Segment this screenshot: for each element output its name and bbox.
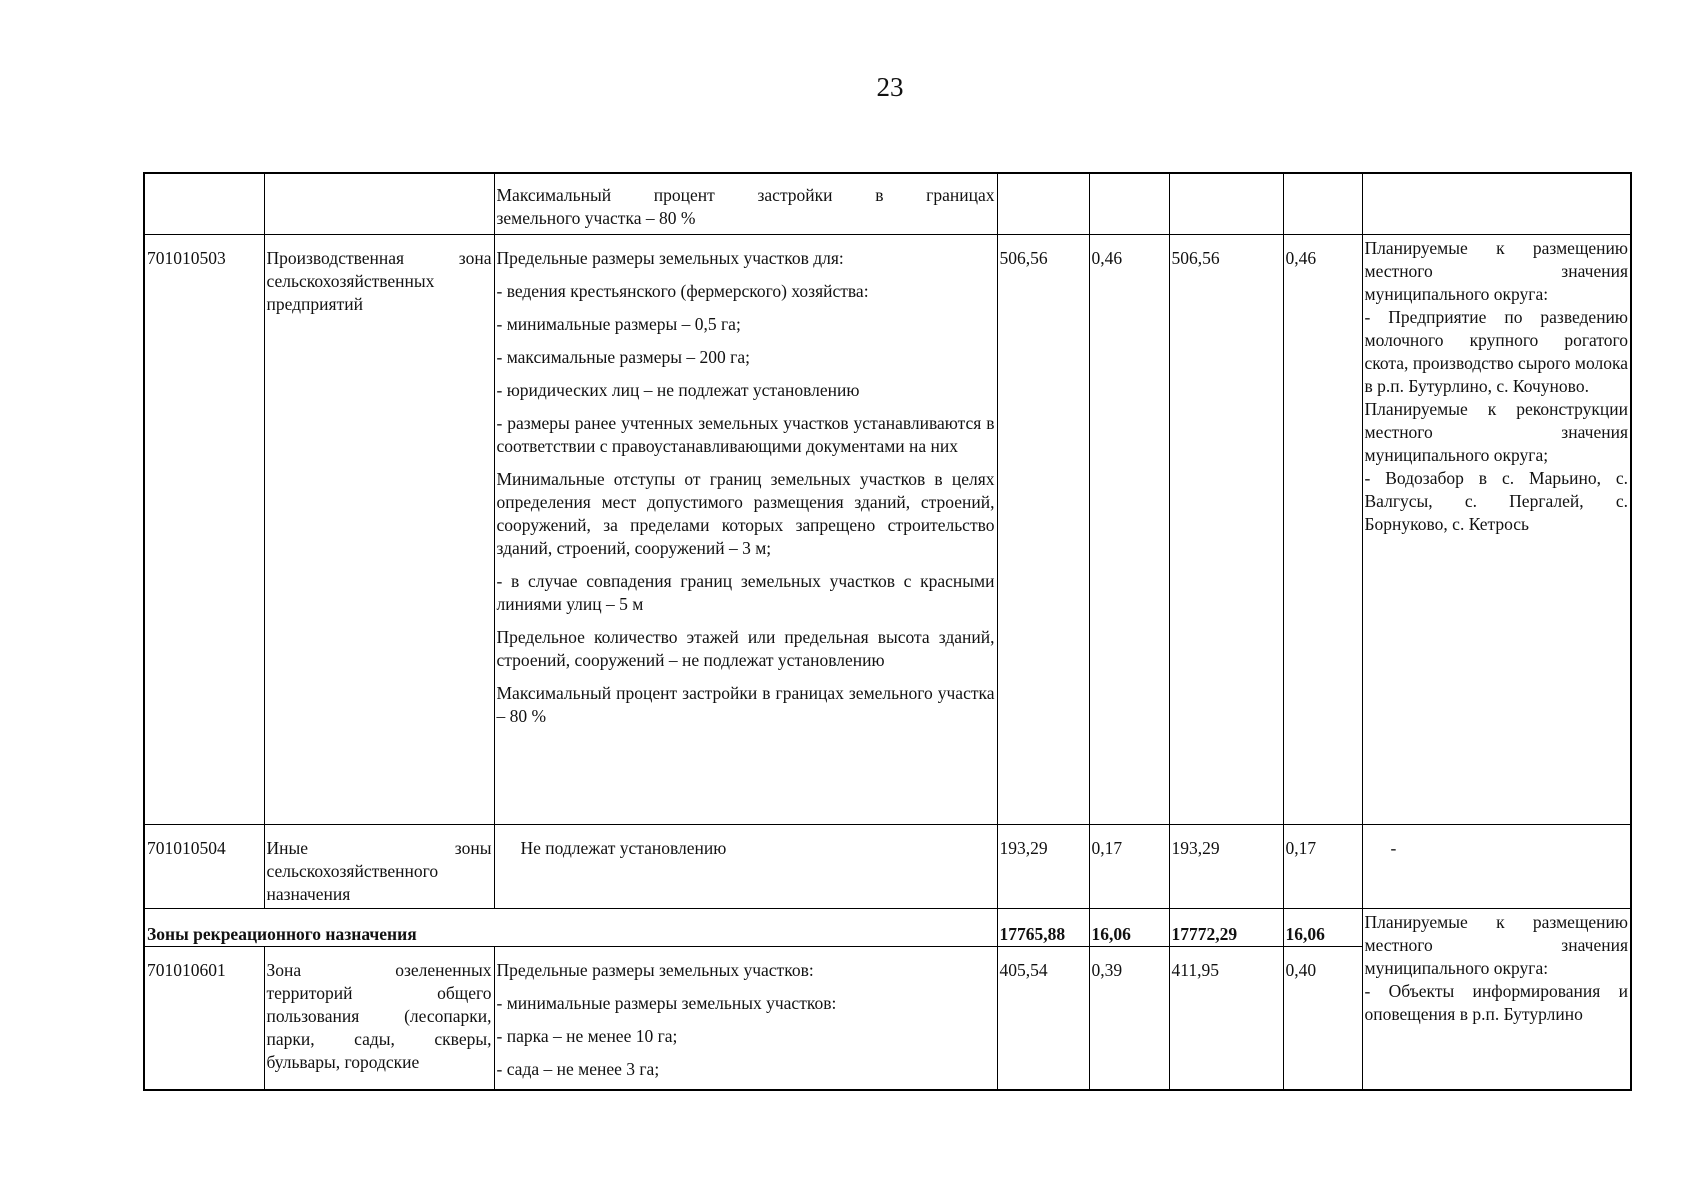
value-cell	[1089, 234, 1169, 824]
param-item: Максимальный процент застройки в границах земельного участка – 80 %	[496, 682, 995, 726]
cell-empty	[1169, 173, 1283, 234]
value-cell	[1283, 824, 1362, 908]
section-title-text: Зоны рекреационного назначения	[147, 923, 417, 944]
note-cell	[1362, 234, 1631, 824]
value-text: 506,56	[999, 247, 1048, 268]
param-item: - минимальные размеры земельных участков:	[496, 992, 837, 1013]
params-line: земельного участка – 80 %	[496, 208, 696, 228]
zone-name	[264, 234, 494, 824]
value-text: 506,56	[1171, 247, 1220, 268]
note-cell	[1362, 908, 1631, 1090]
value-cell	[997, 824, 1089, 908]
param-item: - парка – не менее 10 га;	[496, 1025, 678, 1046]
param-item: Предельные размеры земельных участков для:	[496, 247, 844, 268]
param-item: Не подлежат установлению	[520, 837, 727, 858]
value-text: 193,29	[1171, 837, 1220, 858]
value-cell	[1283, 234, 1362, 824]
params-cell	[494, 173, 997, 234]
value-text: 17772,29	[1171, 923, 1238, 944]
value-cell	[1169, 824, 1283, 908]
value-cell	[1169, 234, 1283, 824]
value-cell	[1169, 946, 1283, 1090]
param-item: - размеры ранее учтенных земельных участков устанавливаются в соответствии с правоустанавливающими документами на них	[496, 412, 995, 456]
zone-name-line: предприятий	[266, 293, 363, 314]
table-row	[144, 234, 1631, 824]
note-text: Планируемые к размещению местного значения муниципального округа: - Объекты информирования и оповещения в р.п. Бутурлино	[1364, 911, 1628, 1024]
param-item: - максимальные размеры – 200 га;	[496, 346, 750, 367]
value-cell	[1089, 824, 1169, 908]
value-text: 193,29	[999, 837, 1048, 858]
zone-code	[144, 234, 264, 824]
note-text: Планируемые к размещению местного значения муниципального округа: - Предприятие по разведению молочного крупного рогатого скота, производство сырого молока в р.п. Бутурлино, с. Кочуново. Планируемые к реконструкции местного значения муниципального округа; - Водозабор в с. Марьино, с. Валгусы, с. Пергалей, с. Борнуково, с. Кетрось	[1364, 237, 1628, 534]
zone-code-text: 701010504	[147, 837, 226, 858]
value-text: 0,40	[1285, 959, 1317, 980]
params-line: Максимальный процент застройки в границах	[496, 185, 995, 205]
param-item: - ведения крестьянского (фермерского) хозяйства:	[496, 280, 869, 301]
params-cell	[494, 946, 997, 1090]
zone-code	[144, 946, 264, 1090]
value-text: 0,17	[1285, 837, 1317, 858]
param-item: - сада – не менее 3 га;	[496, 1058, 660, 1079]
zone-code-text: 701010503	[147, 247, 226, 268]
note-cell	[1362, 824, 1631, 908]
param-item: Предельные размеры земельных участков:	[496, 959, 814, 980]
value-text: 0,46	[1285, 247, 1317, 268]
zone-name-line: сельскохозяйственных	[266, 270, 435, 291]
zone-name	[264, 824, 494, 908]
zone-code	[144, 824, 264, 908]
zone-code-text: 701010601	[147, 959, 226, 980]
value-cell	[1283, 908, 1362, 946]
zone-name	[264, 946, 494, 1090]
value-text: 0,17	[1091, 837, 1123, 858]
value-cell	[1169, 908, 1283, 946]
param-item: - минимальные размеры – 0,5 га;	[496, 313, 741, 334]
note-text: -	[1390, 837, 1397, 858]
value-cell	[1283, 946, 1362, 1090]
table-row	[144, 824, 1631, 908]
value-text: 405,54	[999, 959, 1048, 980]
params-cell	[494, 234, 997, 824]
cell-empty	[144, 173, 264, 234]
value-text: 0,46	[1091, 247, 1123, 268]
table-row	[144, 173, 1631, 234]
cell-empty	[264, 173, 494, 234]
cell-empty	[1283, 173, 1362, 234]
value-text: 411,95	[1171, 959, 1219, 980]
cell-empty	[1362, 173, 1631, 234]
value-cell	[997, 946, 1089, 1090]
zone-name-text: Зона озелененных территорий общего пользования (лесопарки, парки, сады, скверы, бульвары, городские	[266, 959, 492, 1072]
value-cell	[997, 234, 1089, 824]
value-text: 16,06	[1285, 923, 1325, 944]
table-row	[144, 908, 1631, 946]
value-text: 17765,88	[999, 923, 1066, 944]
value-cell	[997, 908, 1089, 946]
params-cell	[494, 824, 997, 908]
value-cell	[1089, 946, 1169, 1090]
zone-name-text: Иные зоны сельскохозяйственного назначения	[266, 837, 492, 904]
param-item: - юридических лиц – не подлежат установлению	[496, 379, 860, 400]
param-item: - в случае совпадения границ земельных участков с красными линиями улиц – 5 м	[496, 570, 995, 614]
cell-empty	[997, 173, 1089, 234]
zones-table	[143, 172, 1632, 1091]
param-item: Предельное количество этажей или предельная высота зданий, строений, сооружений – не подлежат установлению	[496, 626, 995, 670]
value-cell	[1089, 908, 1169, 946]
param-item: Минимальные отступы от границ земельных участков в целях определения мест допустимого размещения зданий, строений, сооружений, за пределами которых запрещено строительство зданий, строений, сооружений – 3 м;	[496, 468, 995, 558]
page-number: 23	[876, 72, 904, 102]
zone-name-line: Производственная зона	[266, 247, 492, 268]
section-title	[144, 908, 997, 946]
value-text: 0,39	[1091, 959, 1123, 980]
cell-empty	[1089, 173, 1169, 234]
value-text: 16,06	[1091, 923, 1131, 944]
